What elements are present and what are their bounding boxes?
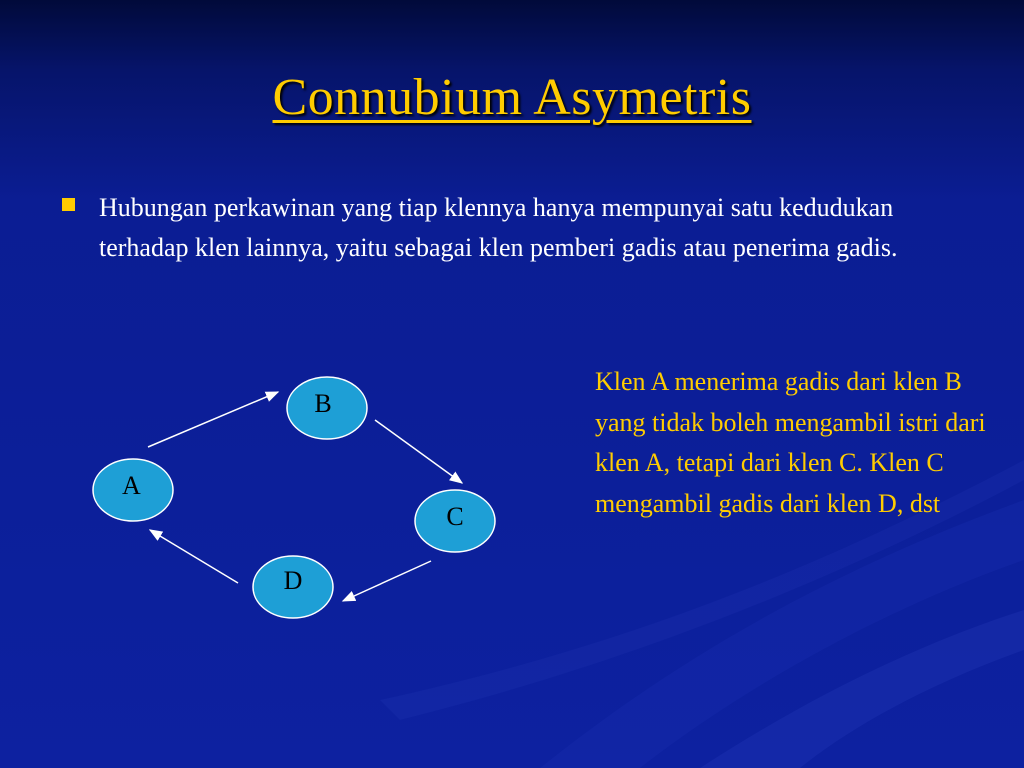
arrow-c-to-d [343, 561, 431, 601]
node-b [287, 377, 367, 439]
node-d [253, 556, 333, 618]
node-d-label: D [283, 566, 303, 595]
node-c [415, 490, 495, 552]
node-a [93, 459, 173, 521]
node-b-label: B [314, 389, 332, 418]
node-a-label: A [122, 471, 141, 500]
arrow-d-to-a [150, 530, 238, 583]
node-c-label: C [446, 502, 464, 531]
slide-title: Connubium Asymetris [272, 69, 752, 126]
diagram-explanation: Klen A menerima gadis dari klen B yang tidak boleh mengambil istri dari klen A, tetapi dari klen C. Klen C mengambil gadis dari klen D, dst [595, 367, 986, 518]
bullet-text: Hubungan perkawinan yang tiap klennya hanya mempunyai satu kedudukan terhadap klen lainnya, yaitu sebagai klen pemberi gadis atau penerima gadis. [99, 193, 898, 262]
arrow-b-to-c [375, 420, 462, 483]
arrow-a-to-b [148, 392, 278, 447]
